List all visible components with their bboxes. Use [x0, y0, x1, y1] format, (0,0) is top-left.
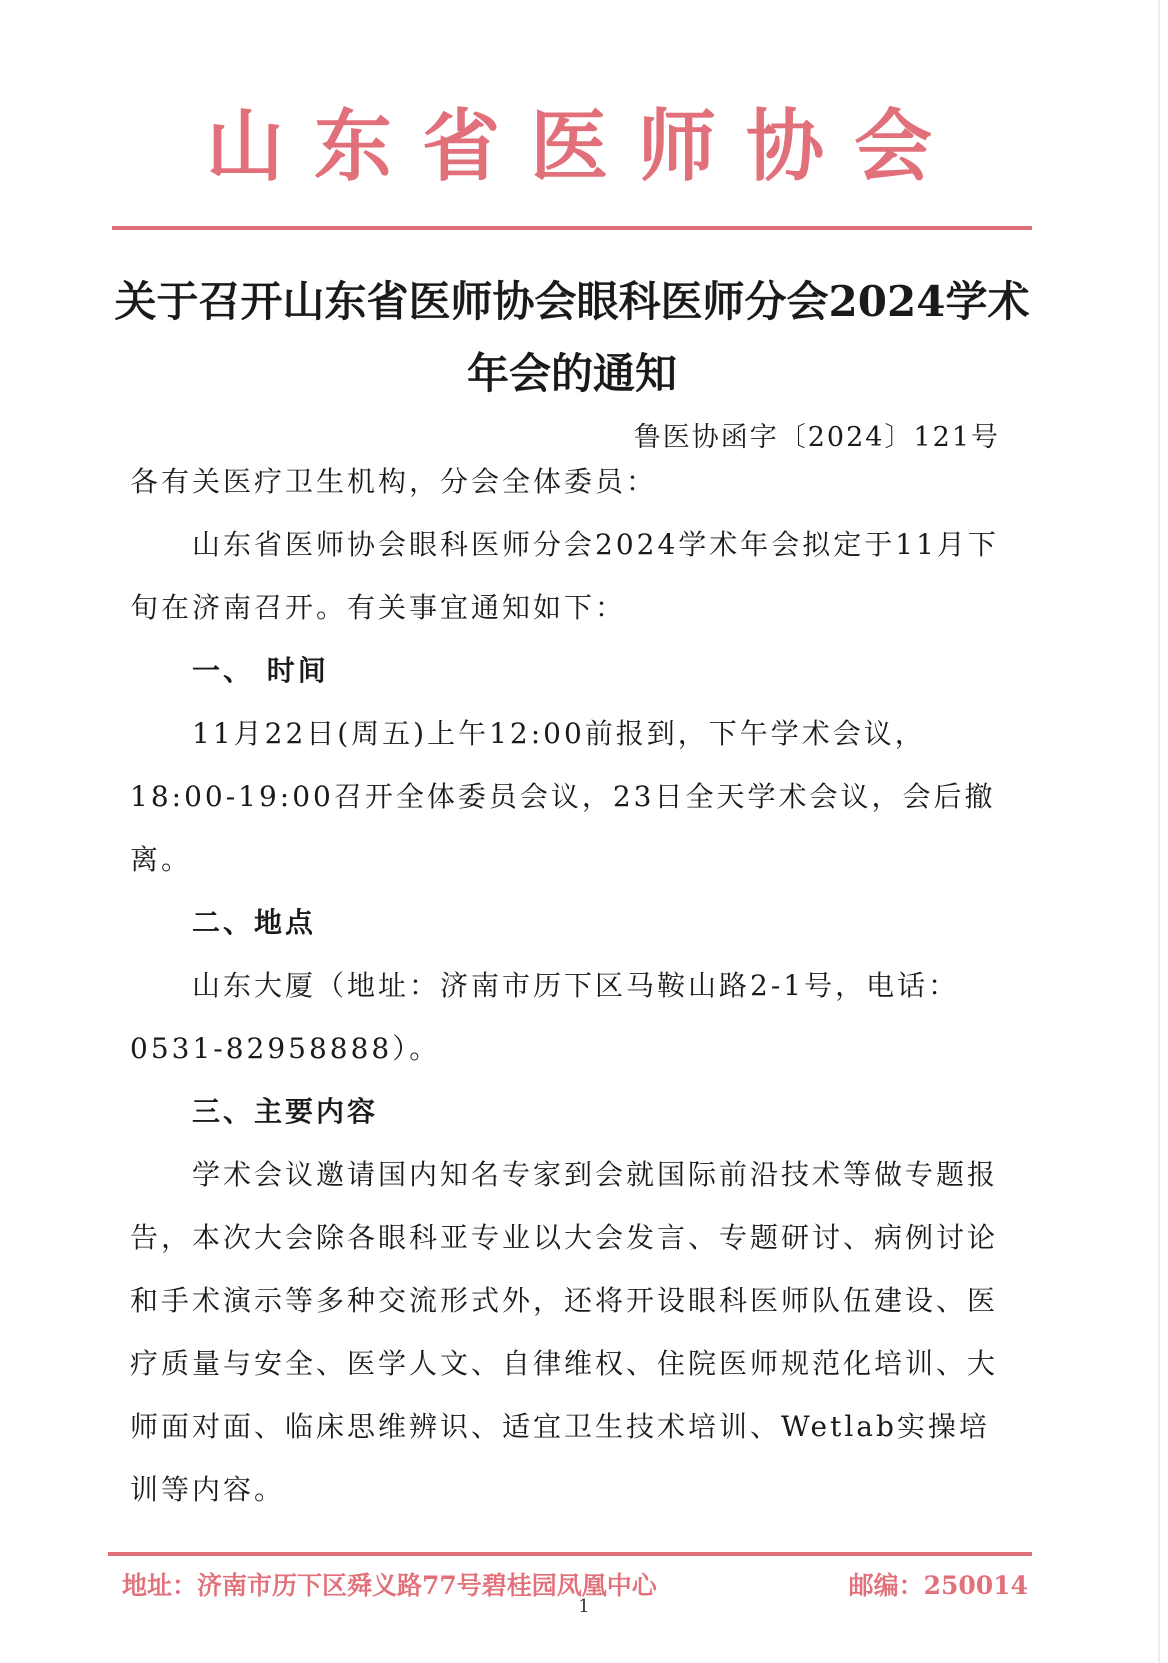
letterhead-red-rule	[112, 226, 1032, 230]
page-edge-line	[1158, 0, 1160, 1663]
section-heading-location: 二、地点	[192, 906, 317, 939]
section-text-content: 学术会议邀请国内知名专家到会就国际前沿技术等做专题报告，本次大会除各眼科亚专业以大会发言、专题研讨、病例讨论和手术演示等多种交流形式外，还将开设眼科医师队伍建设、医疗质量与安全、医学人文、自律维权、住院医师规范化培训、大师面对面、临床思维辨识、适宜卫生技术培训、Wetlab实操培训等内容。	[130, 1158, 999, 1506]
footer-postcode: 邮编：250014	[848, 1571, 1028, 1600]
page-number: 1	[578, 1596, 590, 1617]
notice-body	[130, 450, 1002, 1521]
document-number: 鲁医协函字〔2024〕121号	[633, 422, 1000, 453]
footer-address: 地址：济南市历下区舜义路77号碧桂园凤凰中心	[122, 1571, 657, 1600]
intro-paragraph: 山东省医师协会眼科医师分会2024学术年会拟定于11月下旬在济南召开。有关事宜通知如下：	[130, 528, 999, 624]
salutation: 各有关医疗卫生机构，分会全体委员：	[130, 465, 658, 498]
notice-title: 关于召开山东省医师协会眼科医师分会2024学术年会的通知	[114, 277, 1030, 398]
section-heading-time: 一、 时间	[192, 654, 329, 687]
letterhead-org-name: 山东省医师协会	[205, 101, 962, 192]
section-text-time: 11月22日(周五)上午12:00前报到，下午学术会议，18:00-19:00召开全体委员会议，23日全天学术会议，会后撤离。	[130, 717, 996, 876]
section-heading-content: 三、主要内容	[192, 1095, 379, 1128]
footer-red-rule	[108, 1552, 1032, 1556]
section-text-location: 山东大厦（地址：济南市历下区马鞍山路2-1号，电话：0531-82958888）。	[130, 969, 960, 1065]
